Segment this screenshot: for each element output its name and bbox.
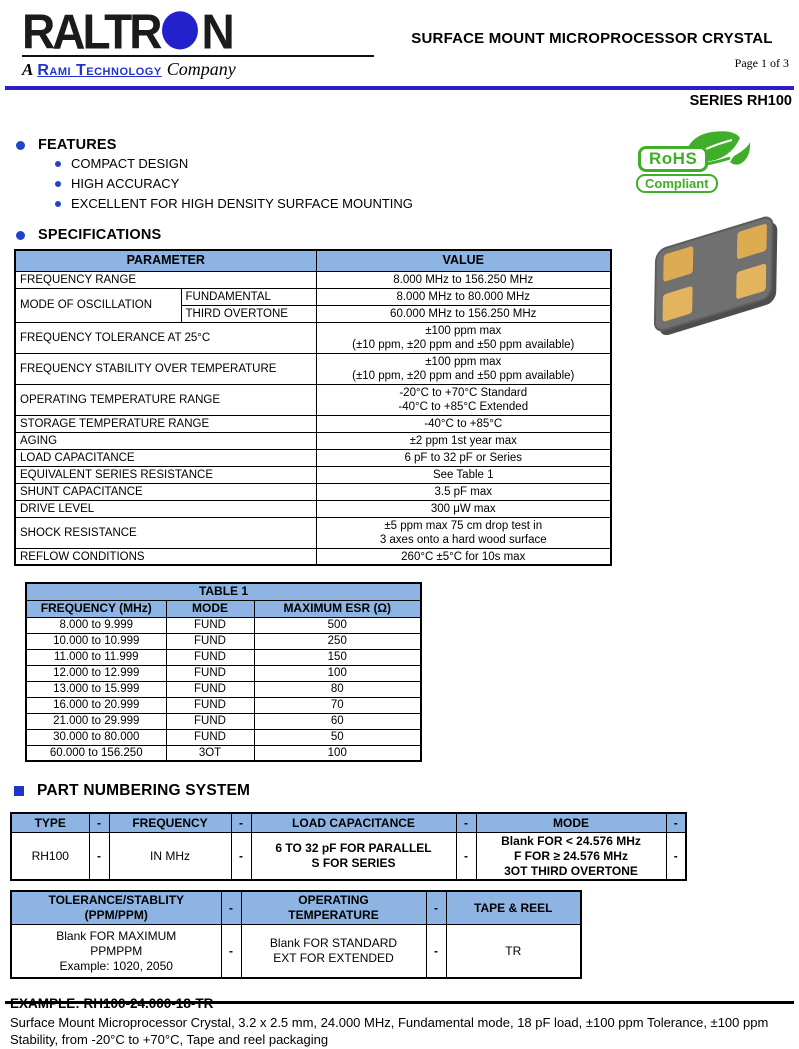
table-row [26, 617, 421, 633]
table-row [15, 271, 611, 288]
bullet-square-icon [14, 786, 24, 796]
column-header: MODE [476, 813, 666, 832]
value-cell [316, 384, 611, 415]
param-cell: SHOCK RESISTANCE [15, 517, 316, 548]
table-header-row [26, 600, 421, 617]
value-line: ±5 ppm max 75 cm drop test in [384, 519, 543, 532]
table-title-row [26, 583, 421, 600]
part-numbering-title: PART NUMBERING SYSTEM [37, 782, 251, 800]
freq-cell: 12.000 to 12.999 [26, 665, 166, 681]
value-line: (±10 ppm, ±20 ppm and ±50 ppm available) [352, 369, 575, 382]
mode-cell: FUND [166, 713, 254, 729]
feature-text: HIGH ACCURACY [71, 176, 180, 192]
type-cell: RH100 [11, 832, 89, 880]
value-cell [316, 353, 611, 384]
value-cell: 8.000 MHz to 156.250 MHz [316, 271, 611, 288]
value-line: ±100 ppm max [425, 324, 502, 337]
dash-cell: - [89, 832, 109, 880]
bullet-icon [16, 141, 25, 150]
table-header-row [11, 813, 686, 832]
bullet-icon [16, 231, 25, 240]
table-row [15, 415, 611, 432]
value-line: 3OT THIRD OVERTONE [504, 863, 638, 878]
dash-cell: - [666, 832, 686, 880]
column-header: VALUE [316, 250, 611, 271]
table-row [15, 483, 611, 500]
mode-cell: FUND [166, 681, 254, 697]
table-title: TABLE 1 [26, 583, 421, 600]
freq-cell: 30.000 to 80.000 [26, 729, 166, 745]
value-line: Blank FOR STANDARD [269, 936, 398, 951]
crystal-product-photo [625, 212, 795, 337]
features-title: FEATURES [38, 137, 117, 154]
column-header [241, 891, 426, 924]
freq-cell: 16.000 to 20.999 [26, 697, 166, 713]
dash-cell: - [456, 813, 476, 832]
table-row [26, 649, 421, 665]
tagline-prefix: A [22, 60, 34, 80]
header-right [393, 6, 791, 80]
table-row [15, 548, 611, 565]
value-line: ±100 ppm max [425, 355, 502, 368]
table-row [15, 322, 611, 353]
table-row [15, 500, 611, 517]
param-cell: DRIVE LEVEL [15, 500, 316, 517]
tagline-brand: Rami Technology [37, 62, 162, 80]
table-row [15, 517, 611, 548]
part-table-b-wrap [10, 890, 799, 979]
param-cell: EQUIVALENT SERIES RESISTANCE [15, 466, 316, 483]
table-row [15, 432, 611, 449]
header-line: (PPM/PPM) [84, 908, 148, 923]
value-cell: 8.000 MHz to 80.000 MHz [316, 288, 611, 305]
dash-cell: - [426, 924, 446, 978]
table-row [26, 633, 421, 649]
column-header [11, 891, 221, 924]
header-line: OPERATING [298, 893, 369, 908]
table-row [11, 924, 581, 978]
table-row [15, 353, 611, 384]
value-line: 6 TO 32 pF FOR PARALLEL [275, 841, 432, 856]
part-numbering-table-b [10, 890, 582, 979]
esr-cell: 250 [254, 633, 421, 649]
value-cell: 3.5 pF max [316, 483, 611, 500]
column-header: MODE [166, 600, 254, 617]
param-cell: FREQUENCY TOLERANCE AT 25°C [15, 322, 316, 353]
document-title: SURFACE MOUNT MICROPROCESSOR CRYSTAL [411, 30, 773, 47]
specifications-table [14, 249, 612, 566]
header-line: TEMPERATURE [288, 908, 379, 923]
value-cell: See Table 1 [316, 466, 611, 483]
header-divider [5, 86, 794, 90]
table-header-row [15, 250, 611, 271]
freq-cell: 11.000 to 11.999 [26, 649, 166, 665]
column-header: PARAMETER [15, 250, 316, 271]
logo-tagline [22, 59, 393, 80]
esr-cell: 100 [254, 745, 421, 761]
table-row [15, 449, 611, 466]
value-line: EXT FOR EXTENDED [273, 951, 394, 966]
dash-cell: - [231, 813, 251, 832]
mode-cell: FUND [166, 649, 254, 665]
bullet-icon [55, 181, 61, 187]
part-numbering-heading [14, 782, 799, 800]
tolerance-cell [11, 924, 221, 978]
param-cell: AGING [15, 432, 316, 449]
bullet-icon [55, 201, 61, 207]
mode-cell: FUND [166, 633, 254, 649]
header-line: TOLERANCE/STABLITY [48, 893, 185, 908]
dash-cell: - [426, 891, 446, 924]
esr-cell: 100 [254, 665, 421, 681]
esr-cell: 150 [254, 649, 421, 665]
value-cell: 260°C ±5°C for 10s max [316, 548, 611, 565]
mode-cell: 3OT [166, 745, 254, 761]
feature-text: COMPACT DESIGN [71, 156, 189, 172]
operating-temp-cell [241, 924, 426, 978]
bullet-icon [55, 161, 61, 167]
rohs-compliant-label: Compliant [636, 174, 718, 193]
table-row [26, 697, 421, 713]
param-cell: OPERATING TEMPERATURE RANGE [15, 384, 316, 415]
freq-cell: 10.000 to 10.999 [26, 633, 166, 649]
param-cell: MODE OF OSCILLATION [15, 288, 181, 322]
raltron-logo [8, 3, 393, 80]
subparam-cell: THIRD OVERTONE [181, 305, 316, 322]
column-header: TYPE [11, 813, 89, 832]
value-line: F FOR ≥ 24.576 MHz [514, 848, 628, 863]
table-row [26, 729, 421, 745]
value-cell: ±2 ppm 1st year max [316, 432, 611, 449]
column-header: FREQUENCY [109, 813, 231, 832]
table-row [15, 288, 611, 305]
param-cell: FREQUENCY RANGE [15, 271, 316, 288]
frequency-cell: IN MHz [109, 832, 231, 880]
specifications-title: SPECIFICATIONS [38, 227, 162, 244]
param-cell: FREQUENCY STABILITY OVER TEMPERATURE [15, 353, 316, 384]
logo-o-circle-icon [162, 11, 198, 49]
example-description: Surface Mount Microprocessor Crystal, 3.2 x 2.5 mm, 24.000 MHz, Fundamental mode, 18 pF load, ±100 ppm Tolerance, ±100 ppm Stability, from -20°C to +70°C, Tape and reel packaging [10, 1015, 769, 1048]
value-line: Blank FOR < 24.576 MHz [501, 833, 641, 848]
mode-cell: FUND [166, 665, 254, 681]
mode-cell [476, 832, 666, 880]
value-cell [316, 322, 611, 353]
brand-left: RALTR [22, 3, 160, 59]
value-line: Blank FOR MAXIMUM [56, 928, 177, 943]
value-line: Example: 1020, 2050 [59, 958, 173, 973]
load-capacitance-cell [251, 832, 456, 880]
tagline-suffix: Company [166, 59, 236, 80]
mode-cell: FUND [166, 729, 254, 745]
value-line: PPMPPM [90, 943, 143, 958]
part-numbering-table-a [10, 812, 687, 881]
table-row [26, 713, 421, 729]
value-line: -20°C to +70°C Standard [399, 386, 528, 399]
param-cell: SHUNT CAPACITANCE [15, 483, 316, 500]
value-cell: 300 μW max [316, 500, 611, 517]
value-line: (±10 ppm, ±20 ppm and ±50 ppm available) [352, 338, 575, 351]
mode-cell: FUND [166, 697, 254, 713]
column-header: MAXIMUM ESR (Ω) [254, 600, 421, 617]
table1-wrap [25, 582, 799, 762]
freq-cell: 8.000 to 9.999 [26, 617, 166, 633]
part-table-a-wrap [10, 812, 799, 881]
column-header: FREQUENCY (MHz) [26, 600, 166, 617]
table-row [15, 466, 611, 483]
freq-cell: 13.000 to 15.999 [26, 681, 166, 697]
param-cell: REFLOW CONDITIONS [15, 548, 316, 565]
footer-divider [5, 1001, 794, 1004]
header [0, 0, 799, 80]
table-row [26, 681, 421, 697]
esr-cell: 70 [254, 697, 421, 713]
dash-cell: - [221, 891, 241, 924]
esr-table [25, 582, 422, 762]
rohs-label: RoHS [638, 146, 708, 172]
feature-text: EXCELLENT FOR HIGH DENSITY SURFACE MOUNTING [71, 196, 413, 212]
table-row [26, 665, 421, 681]
table-header-row [11, 891, 581, 924]
tape-reel-cell: TR [446, 924, 581, 978]
esr-cell: 500 [254, 617, 421, 633]
column-header: TAPE & REEL [446, 891, 581, 924]
table-row [15, 384, 611, 415]
rohs-badge [636, 138, 756, 202]
param-cell: LOAD CAPACITANCE [15, 449, 316, 466]
value-line: -40°C to +85°C Extended [398, 400, 529, 413]
freq-cell: 21.000 to 29.999 [26, 713, 166, 729]
value-cell: 6 pF to 32 pF or Series [316, 449, 611, 466]
dash-cell: - [231, 832, 251, 880]
table-row [11, 832, 686, 880]
value-cell: -40°C to +85°C [316, 415, 611, 432]
freq-cell: 60.000 to 156.250 [26, 745, 166, 761]
page-number: Page 1 of 3 [734, 56, 789, 70]
dash-cell: - [456, 832, 476, 880]
example-section [10, 996, 792, 1048]
esr-cell: 80 [254, 681, 421, 697]
table-row [26, 745, 421, 761]
dash-cell: - [89, 813, 109, 832]
esr-cell: 50 [254, 729, 421, 745]
dash-cell: - [221, 924, 241, 978]
param-cell: STORAGE TEMPERATURE RANGE [15, 415, 316, 432]
value-line: S FOR SERIES [311, 856, 396, 871]
value-cell: 60.000 MHz to 156.250 MHz [316, 305, 611, 322]
column-header: LOAD CAPACITANCE [251, 813, 456, 832]
dash-cell: - [666, 813, 686, 832]
brand-right: N [201, 3, 232, 59]
value-cell [316, 517, 611, 548]
esr-cell: 60 [254, 713, 421, 729]
brand-wordmark [22, 3, 393, 59]
mode-cell: FUND [166, 617, 254, 633]
value-line: 3 axes onto a hard wood surface [379, 533, 547, 546]
series-label: SERIES RH100 [689, 93, 792, 110]
subparam-cell: FUNDAMENTAL [181, 288, 316, 305]
